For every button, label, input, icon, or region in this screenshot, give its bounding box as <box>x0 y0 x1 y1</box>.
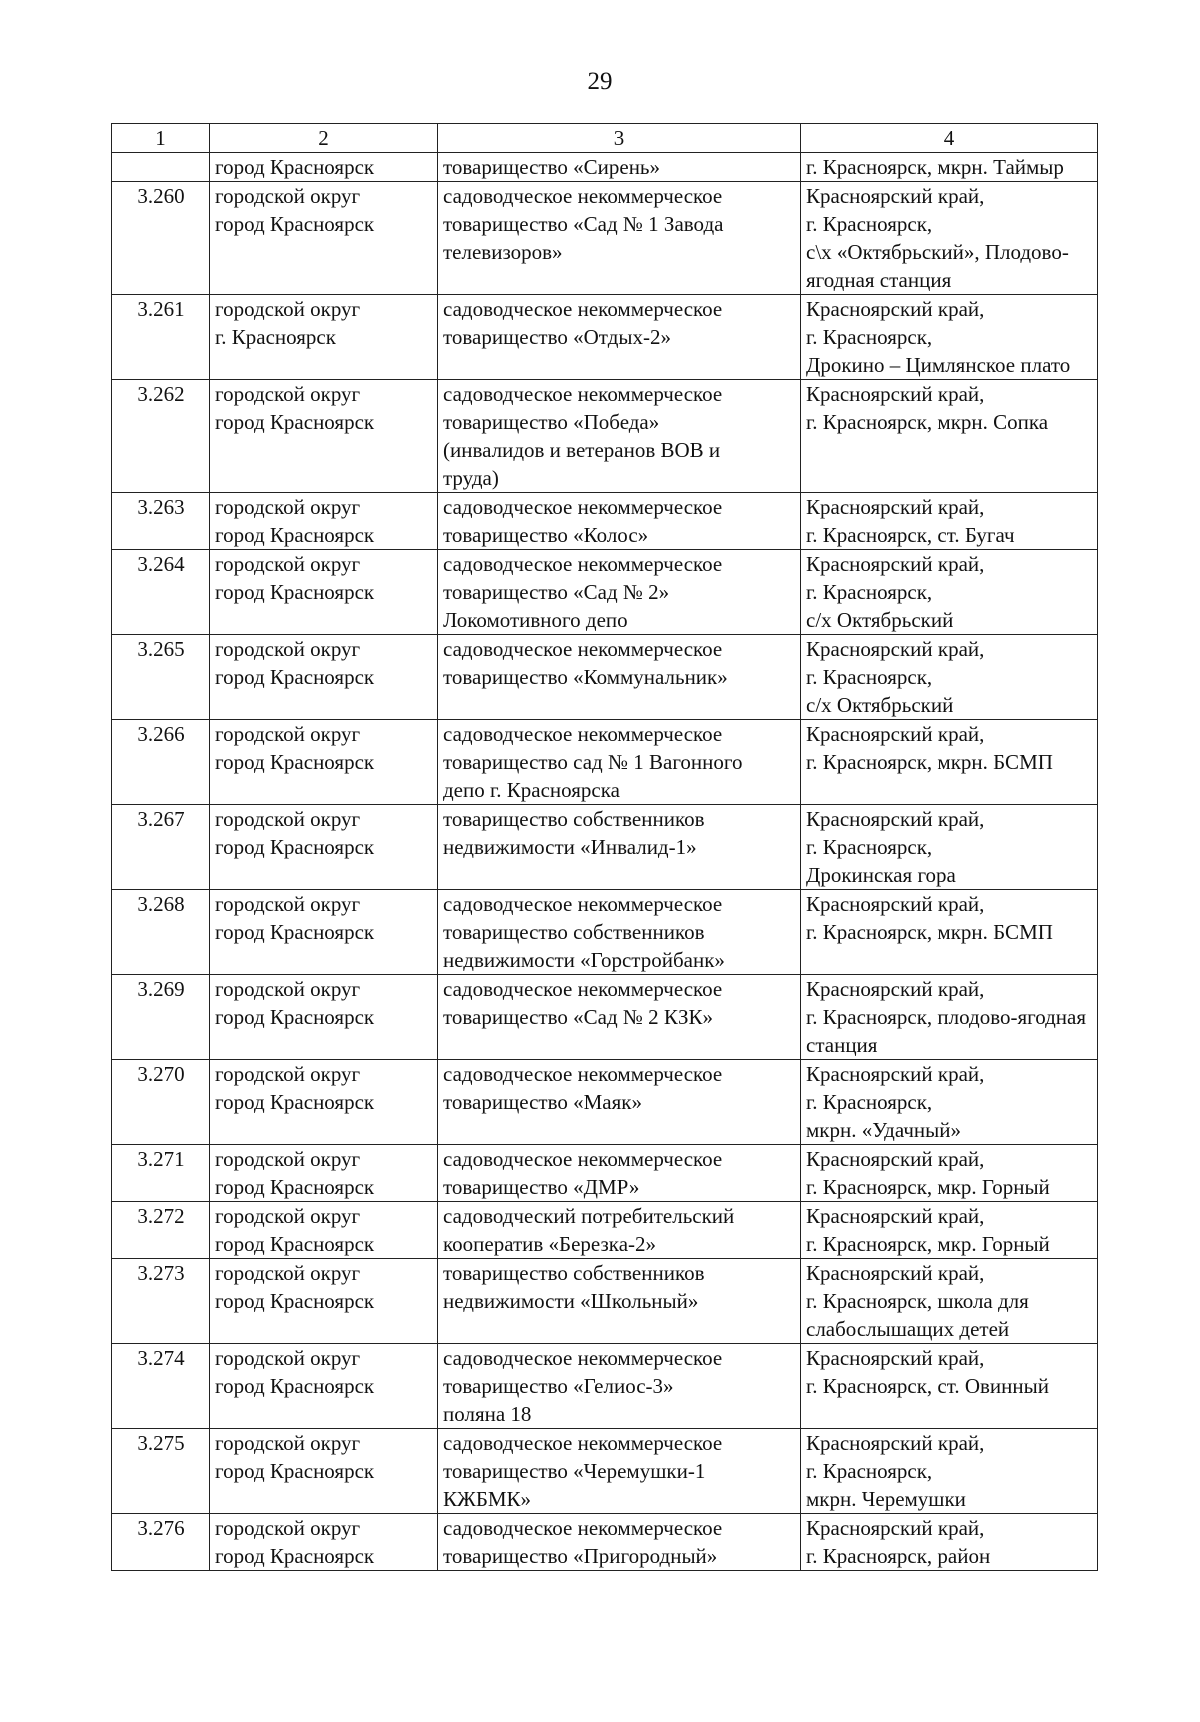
municipality-cell <box>210 380 438 493</box>
location-cell <box>801 380 1098 493</box>
location-cell <box>801 1429 1098 1514</box>
cell-text-line: городской округ <box>215 297 361 321</box>
cell-text-line: Красноярский край, <box>806 1346 985 1370</box>
row-number-cell: 3.265 <box>112 635 210 720</box>
cell-text-line: г. Красноярск, район <box>806 1544 991 1568</box>
cell-text-line: городской округ <box>215 892 361 916</box>
table-row <box>112 1429 1098 1514</box>
row-number-cell <box>112 153 210 182</box>
location-cell <box>801 550 1098 635</box>
cell-text-line: садоводческое некоммерческое <box>443 552 723 576</box>
cell-text-line: городской округ <box>215 1204 361 1228</box>
cell-text-line: городской округ <box>215 382 361 406</box>
cell-text-line: Красноярский край, <box>806 1261 985 1285</box>
row-number-cell: 3.274 <box>112 1344 210 1429</box>
municipality-cell <box>210 550 438 635</box>
table-body <box>112 153 1098 1571</box>
cell-text-line: товарищество «Коммунальник» <box>443 665 728 689</box>
table-row <box>112 635 1098 720</box>
organization-cell <box>438 295 801 380</box>
cell-text-line: недвижимости «Школьный» <box>443 1289 699 1313</box>
municipality-cell <box>210 975 438 1060</box>
cell-text-line: городской округ <box>215 184 361 208</box>
table-row <box>112 1145 1098 1202</box>
cell-text-line: товарищество «Сад № 2» <box>443 580 670 604</box>
cell-text-line: мкрн. «Удачный» <box>806 1118 961 1142</box>
cell-text-line: садоводческий потребительский <box>443 1204 735 1228</box>
municipality-cell <box>210 493 438 550</box>
cell-text-line: недвижимости «Инвалид-1» <box>443 835 697 859</box>
table-row <box>112 493 1098 550</box>
cell-text-line: городской округ <box>215 807 361 831</box>
cell-text-line: город Красноярск <box>215 1232 375 1256</box>
cell-text-line: телевизоров» <box>443 240 563 264</box>
row-number-cell: 3.269 <box>112 975 210 1060</box>
cell-text-line: г. Красноярск, <box>806 1459 933 1483</box>
cell-text-line: Красноярский край, <box>806 552 985 576</box>
cell-text-line: Дрокинская гора <box>806 863 956 887</box>
row-number-cell: 3.273 <box>112 1259 210 1344</box>
cell-text-line: КЖБМК» <box>443 1487 532 1511</box>
cell-text-line: город Красноярск <box>215 155 375 179</box>
header-col-4: 4 <box>801 124 1098 153</box>
municipality-cell <box>210 295 438 380</box>
organization-cell <box>438 153 801 182</box>
cell-text-line: товарищество собственников <box>443 1261 705 1285</box>
cell-text-line: г. Красноярск, <box>806 1090 933 1114</box>
municipality-cell <box>210 1514 438 1571</box>
header-col-1: 1 <box>112 124 210 153</box>
cell-text-line: садоводческое некоммерческое <box>443 637 723 661</box>
cell-text-line: Красноярский край, <box>806 495 985 519</box>
cell-text-line: город Красноярск <box>215 1090 375 1114</box>
cell-text-line: Красноярский край, <box>806 1147 985 1171</box>
cell-text-line: Красноярский край, <box>806 184 985 208</box>
municipality-cell <box>210 635 438 720</box>
organization-cell <box>438 1429 801 1514</box>
cell-text-line: товарищество «ДМР» <box>443 1175 640 1199</box>
row-number-cell: 3.275 <box>112 1429 210 1514</box>
table-row <box>112 720 1098 805</box>
header-row <box>112 124 1098 153</box>
location-cell <box>801 493 1098 550</box>
cell-text-line: садоводческое некоммерческое <box>443 977 723 1001</box>
cell-text-line: слабослышащих детей <box>806 1317 1010 1341</box>
municipality-cell <box>210 182 438 295</box>
cell-text-line: садоводческое некоммерческое <box>443 1062 723 1086</box>
location-cell <box>801 805 1098 890</box>
cell-text-line: городской округ <box>215 1346 361 1370</box>
row-number-cell: 3.262 <box>112 380 210 493</box>
table-row <box>112 805 1098 890</box>
cell-text-line: город Красноярск <box>215 580 375 604</box>
location-cell <box>801 890 1098 975</box>
table-row <box>112 153 1098 182</box>
cell-text-line: товарищество «Сад № 2 КЗК» <box>443 1005 713 1029</box>
cell-text-line: г. Красноярск <box>215 325 336 349</box>
organization-cell <box>438 805 801 890</box>
cell-text-line: садоводческое некоммерческое <box>443 1431 723 1455</box>
cell-text-line: мкрн. Черемушки <box>806 1487 966 1511</box>
cell-text-line: город Красноярск <box>215 835 375 859</box>
location-cell <box>801 1259 1098 1344</box>
organization-cell <box>438 975 801 1060</box>
location-cell <box>801 182 1098 295</box>
cell-text-line: садоводческое некоммерческое <box>443 184 723 208</box>
municipality-cell <box>210 720 438 805</box>
cell-text-line: город Красноярск <box>215 665 375 689</box>
cell-text-line: товарищество «Гелиос-3» <box>443 1374 674 1398</box>
cell-text-line: садоводческое некоммерческое <box>443 495 723 519</box>
location-cell <box>801 1344 1098 1429</box>
cell-text-line: Красноярский край, <box>806 807 985 831</box>
table-row <box>112 1344 1098 1429</box>
cell-text-line: товарищество «Черемушки-1 <box>443 1459 706 1483</box>
location-cell <box>801 720 1098 805</box>
municipality-cell <box>210 890 438 975</box>
organization-cell <box>438 1145 801 1202</box>
cell-text-line: город Красноярск <box>215 1005 375 1029</box>
cell-text-line: город Красноярск <box>215 1459 375 1483</box>
cell-text-line: город Красноярск <box>215 1544 375 1568</box>
municipality-cell <box>210 153 438 182</box>
organization-cell <box>438 1259 801 1344</box>
cell-text-line: город Красноярск <box>215 750 375 774</box>
organization-cell <box>438 890 801 975</box>
cell-text-line: Красноярский край, <box>806 1431 985 1455</box>
row-number-cell: 3.261 <box>112 295 210 380</box>
municipality-cell <box>210 1060 438 1145</box>
cell-text-line: Красноярский край, <box>806 637 985 661</box>
cell-text-line: Красноярский край, <box>806 892 985 916</box>
cell-text-line: г. Красноярск, мкрн. Таймыр <box>806 155 1064 179</box>
cell-text-line: город Красноярск <box>215 212 375 236</box>
cell-text-line: товарищество собственников <box>443 807 705 831</box>
row-number-cell: 3.272 <box>112 1202 210 1259</box>
location-cell <box>801 153 1098 182</box>
cell-text-line: садоводческое некоммерческое <box>443 1346 723 1370</box>
cell-text-line: товарищество «Сирень» <box>443 155 661 179</box>
table-row <box>112 1202 1098 1259</box>
header-col-3: 3 <box>438 124 801 153</box>
table-row <box>112 975 1098 1060</box>
organization-cell <box>438 1202 801 1259</box>
organization-cell <box>438 380 801 493</box>
cell-text-line: городской округ <box>215 1147 361 1171</box>
table-row <box>112 1259 1098 1344</box>
cell-text-line: городской округ <box>215 1261 361 1285</box>
location-cell <box>801 295 1098 380</box>
organization-cell <box>438 1514 801 1571</box>
organization-cell <box>438 635 801 720</box>
cell-text-line: г. Красноярск, мкрн. БСМП <box>806 920 1053 944</box>
cell-text-line: г. Красноярск, <box>806 325 933 349</box>
cell-text-line: недвижимости «Горстройбанк» <box>443 948 725 972</box>
cell-text-line: с\х «Октябрьский», Плодово- <box>806 240 1069 264</box>
municipality-cell <box>210 1344 438 1429</box>
cell-text-line: г. Красноярск, мкрн. БСМП <box>806 750 1053 774</box>
location-cell <box>801 1145 1098 1202</box>
organization-cell <box>438 1344 801 1429</box>
location-cell <box>801 1514 1098 1571</box>
cell-text-line: садоводческое некоммерческое <box>443 892 723 916</box>
cell-text-line: поляна 18 <box>443 1402 532 1426</box>
cell-text-line: депо г. Красноярска <box>443 778 620 802</box>
cell-text-line: Красноярский край, <box>806 722 985 746</box>
table-row <box>112 182 1098 295</box>
cell-text-line: городской округ <box>215 1516 361 1540</box>
cell-text-line: город Красноярск <box>215 523 375 547</box>
cell-text-line: Красноярский край, <box>806 977 985 1001</box>
cell-text-line: Красноярский край, <box>806 297 985 321</box>
table-row <box>112 890 1098 975</box>
cell-text-line: Красноярский край, <box>806 1204 985 1228</box>
cell-text-line: г. Красноярск, <box>806 580 933 604</box>
cell-text-line: станция <box>806 1033 878 1057</box>
cell-text-line: город Красноярск <box>215 920 375 944</box>
cell-text-line: г. Красноярск, мкр. Горный <box>806 1232 1050 1256</box>
header-col-2: 2 <box>210 124 438 153</box>
row-number-cell: 3.264 <box>112 550 210 635</box>
cell-text-line: г. Красноярск, <box>806 212 933 236</box>
cell-text-line: ягодная станция <box>806 268 952 292</box>
municipality-cell <box>210 1202 438 1259</box>
cell-text-line: г. Красноярск, ст. Бугач <box>806 523 1015 547</box>
organization-cell <box>438 493 801 550</box>
municipality-cell <box>210 1259 438 1344</box>
location-cell <box>801 1202 1098 1259</box>
row-number-cell: 3.267 <box>112 805 210 890</box>
cell-text-line: г. Красноярск, <box>806 665 933 689</box>
page-number: 29 <box>587 68 613 95</box>
table-row <box>112 1514 1098 1571</box>
cell-text-line: Дрокино – Цимлянское плато <box>806 353 1071 377</box>
cell-text-line: садоводческое некоммерческое <box>443 1516 723 1540</box>
row-number-cell: 3.263 <box>112 493 210 550</box>
cell-text-line: г. Красноярск, <box>806 835 933 859</box>
cell-text-line: садоводческое некоммерческое <box>443 382 723 406</box>
row-number-cell: 3.276 <box>112 1514 210 1571</box>
cell-text-line: с/х Октябрьский <box>806 608 954 632</box>
cell-text-line: город Красноярск <box>215 410 375 434</box>
municipality-cell <box>210 1429 438 1514</box>
location-cell <box>801 635 1098 720</box>
cell-text-line: товарищество «Пригородный» <box>443 1544 718 1568</box>
cell-text-line: Красноярский край, <box>806 1516 985 1540</box>
cell-text-line: садоводческое некоммерческое <box>443 1147 723 1171</box>
table-row <box>112 295 1098 380</box>
cell-text-line: городской округ <box>215 722 361 746</box>
cell-text-line: товарищество «Отдых-2» <box>443 325 671 349</box>
cell-text-line: товарищество собственников <box>443 920 705 944</box>
registry-table <box>111 123 1098 1571</box>
cell-text-line: труда) <box>443 466 499 490</box>
cell-text-line: городской округ <box>215 637 361 661</box>
cell-text-line: товарищество «Победа» <box>443 410 660 434</box>
cell-text-line: товарищество «Сад № 1 Завода <box>443 212 724 236</box>
cell-text-line: г. Красноярск, ст. Овинный <box>806 1374 1049 1398</box>
cell-text-line: (инвалидов и ветеранов ВОВ и <box>443 438 721 462</box>
organization-cell <box>438 182 801 295</box>
cell-text-line: Локомотивного депо <box>443 608 628 632</box>
cell-text-line: садоводческое некоммерческое <box>443 297 723 321</box>
cell-text-line: город Красноярск <box>215 1175 375 1199</box>
location-cell <box>801 1060 1098 1145</box>
table-row <box>112 380 1098 493</box>
cell-text-line: Красноярский край, <box>806 1062 985 1086</box>
table-header <box>112 124 1098 153</box>
cell-text-line: г. Красноярск, мкрн. Сопка <box>806 410 1049 434</box>
cell-text-line: г. Красноярск, мкр. Горный <box>806 1175 1050 1199</box>
table-row <box>112 550 1098 635</box>
cell-text-line: с/х Октябрьский <box>806 693 954 717</box>
cell-text-line: город Красноярск <box>215 1374 375 1398</box>
cell-text-line: городской округ <box>215 977 361 1001</box>
cell-text-line: товарищество «Маяк» <box>443 1090 642 1114</box>
organization-cell <box>438 550 801 635</box>
cell-text-line: городской округ <box>215 552 361 576</box>
cell-text-line: городской округ <box>215 1431 361 1455</box>
row-number-cell: 3.260 <box>112 182 210 295</box>
cell-text-line: г. Красноярск, школа для <box>806 1289 1029 1313</box>
row-number-cell: 3.270 <box>112 1060 210 1145</box>
organization-cell <box>438 1060 801 1145</box>
cell-text-line: город Красноярск <box>215 1289 375 1313</box>
cell-text-line: Красноярский край, <box>806 382 985 406</box>
row-number-cell: 3.266 <box>112 720 210 805</box>
organization-cell <box>438 720 801 805</box>
cell-text-line: товарищество «Колос» <box>443 523 649 547</box>
cell-text-line: товарищество сад № 1 Вагонного <box>443 750 743 774</box>
row-number-cell: 3.271 <box>112 1145 210 1202</box>
cell-text-line: кооператив «Березка-2» <box>443 1232 657 1256</box>
cell-text-line: г. Красноярск, плодово-ягодная <box>806 1005 1087 1029</box>
cell-text-line: городской округ <box>215 495 361 519</box>
municipality-cell <box>210 805 438 890</box>
cell-text-line: садоводческое некоммерческое <box>443 722 723 746</box>
row-number-cell: 3.268 <box>112 890 210 975</box>
municipality-cell <box>210 1145 438 1202</box>
table-row <box>112 1060 1098 1145</box>
cell-text-line: городской округ <box>215 1062 361 1086</box>
location-cell <box>801 975 1098 1060</box>
